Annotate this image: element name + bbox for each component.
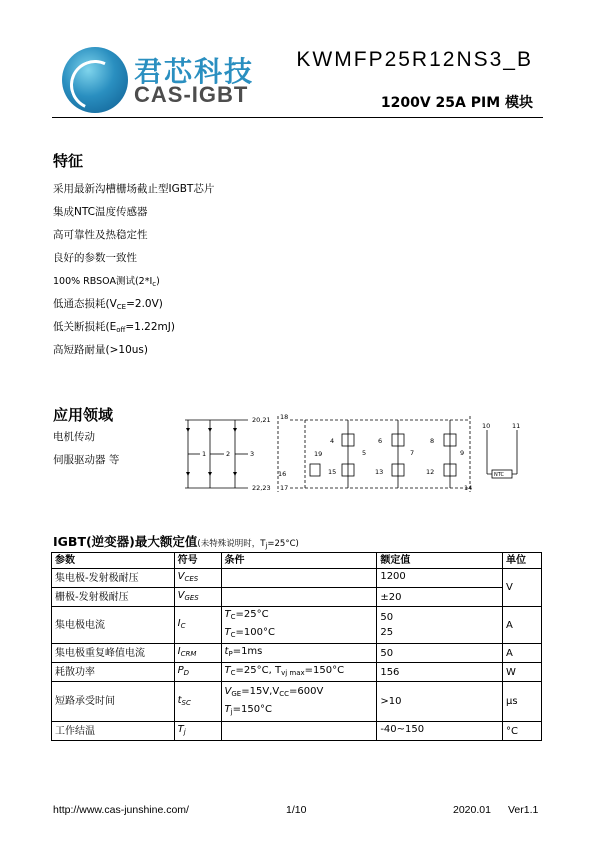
- feature-item: 100% RBSOA测试$(2*I_c)$: [53, 276, 160, 288]
- module-subtitle: 1200V 25A PIM 模块: [380, 95, 533, 111]
- feature-item: 良好的参数一致性: [53, 252, 137, 264]
- svg-text:18: 18: [280, 413, 289, 421]
- footer-page-number: 1/10: [286, 804, 307, 816]
- table-row: 耗散功率 $P_D$ $T_C=25^\circ C$, $T_{vj max}=150^\circ C$ 156 W: [52, 663, 542, 682]
- svg-text:17: 17: [280, 484, 289, 492]
- feature-item: 低通态损耗$(V_{CE}=2.0V)$: [53, 298, 163, 311]
- table-row: 工作结温 $T_j$ -40~150 °C: [52, 722, 542, 741]
- table-header-row: [52, 553, 542, 569]
- applications-heading: 应用领域: [53, 406, 114, 424]
- logo-chinese-text: 君芯科技: [134, 55, 255, 88]
- svg-text:5: 5: [362, 449, 367, 457]
- svg-text:8: 8: [430, 437, 435, 445]
- svg-text:9: 9: [460, 449, 465, 457]
- svg-text:1: 1: [202, 450, 207, 458]
- table-row: 集电极重复峰值电流 $I_{CRM}$ $t_P=1ms$ 50 A: [52, 644, 542, 663]
- svg-text:7: 7: [410, 449, 415, 457]
- svg-text:3: 3: [250, 450, 255, 458]
- svg-text:NTC: NTC: [494, 472, 504, 478]
- circuit-diagram: [180, 408, 530, 498]
- svg-text:6: 6: [378, 437, 383, 445]
- svg-text:4: 4: [330, 437, 335, 445]
- header-param: 参数: [52, 553, 175, 569]
- table-row: 栅极-发射极耐压 $V_{GES}$ ±20: [52, 588, 542, 607]
- svg-text:14: 14: [464, 484, 473, 492]
- application-item: 电机传动: [53, 431, 95, 443]
- svg-text:2: 2: [226, 450, 231, 458]
- svg-text:13: 13: [375, 468, 384, 476]
- header-symbol: 符号: [174, 553, 221, 569]
- svg-text:16: 16: [278, 470, 287, 478]
- footer-url[interactable]: http://www.cas-junshine.com/: [53, 804, 189, 816]
- header-divider: [52, 117, 543, 118]
- feature-item: 低关断损耗$(E_{off}=1.22mJ)$: [53, 321, 175, 334]
- part-number: KWMFP25R12NS3_B: [296, 48, 533, 71]
- svg-text:15: 15: [328, 468, 337, 476]
- svg-text:22,23: 22,23: [252, 484, 271, 492]
- application-item: 伺服驱动器 等: [53, 454, 120, 466]
- svg-text:11: 11: [512, 422, 521, 430]
- feature-item: 高短路耐量(>10us): [53, 344, 148, 356]
- feature-item: 集成NTC温度传感器: [53, 206, 148, 218]
- table-row: 短路承受时间 $t_{SC}$ $V_{GE}=15V,V_{CC}=600V$ $T_j=150^\circ C$ >10 µs: [52, 682, 542, 722]
- table-row: 集电极-发射极耐压 $V_{CES}$ 1200 V: [52, 569, 542, 588]
- logo-english-text: CAS-IGBT: [134, 82, 249, 107]
- header-condition: 条件: [221, 553, 377, 569]
- ratings-table: [51, 552, 542, 741]
- svg-text:10: 10: [482, 422, 491, 430]
- feature-item: 高可靠性及热稳定性: [53, 229, 148, 241]
- svg-text:12: 12: [426, 468, 435, 476]
- table-row: 集电极电流 $I_C$ $T_C=25^\circ C$ $T_C=100^\circ C$ 50 25 A: [52, 607, 542, 644]
- header-unit: 单位: [503, 553, 542, 569]
- header-rating: 额定值: [377, 553, 503, 569]
- svg-text:19: 19: [314, 450, 323, 458]
- footer-date: 2020.01: [453, 804, 491, 816]
- features-list: [53, 178, 214, 362]
- footer-version: Ver1.1: [508, 804, 539, 816]
- svg-text:20,21: 20,21: [252, 416, 271, 424]
- feature-item: 采用最新沟槽栅场截止型IGBT芯片: [53, 183, 215, 195]
- applications-list: [53, 426, 119, 472]
- features-heading: 特征: [53, 152, 84, 170]
- table-title: IGBT(逆变器)最大额定值(未特殊说明时，$T_j=25^\circ C$): [53, 534, 299, 550]
